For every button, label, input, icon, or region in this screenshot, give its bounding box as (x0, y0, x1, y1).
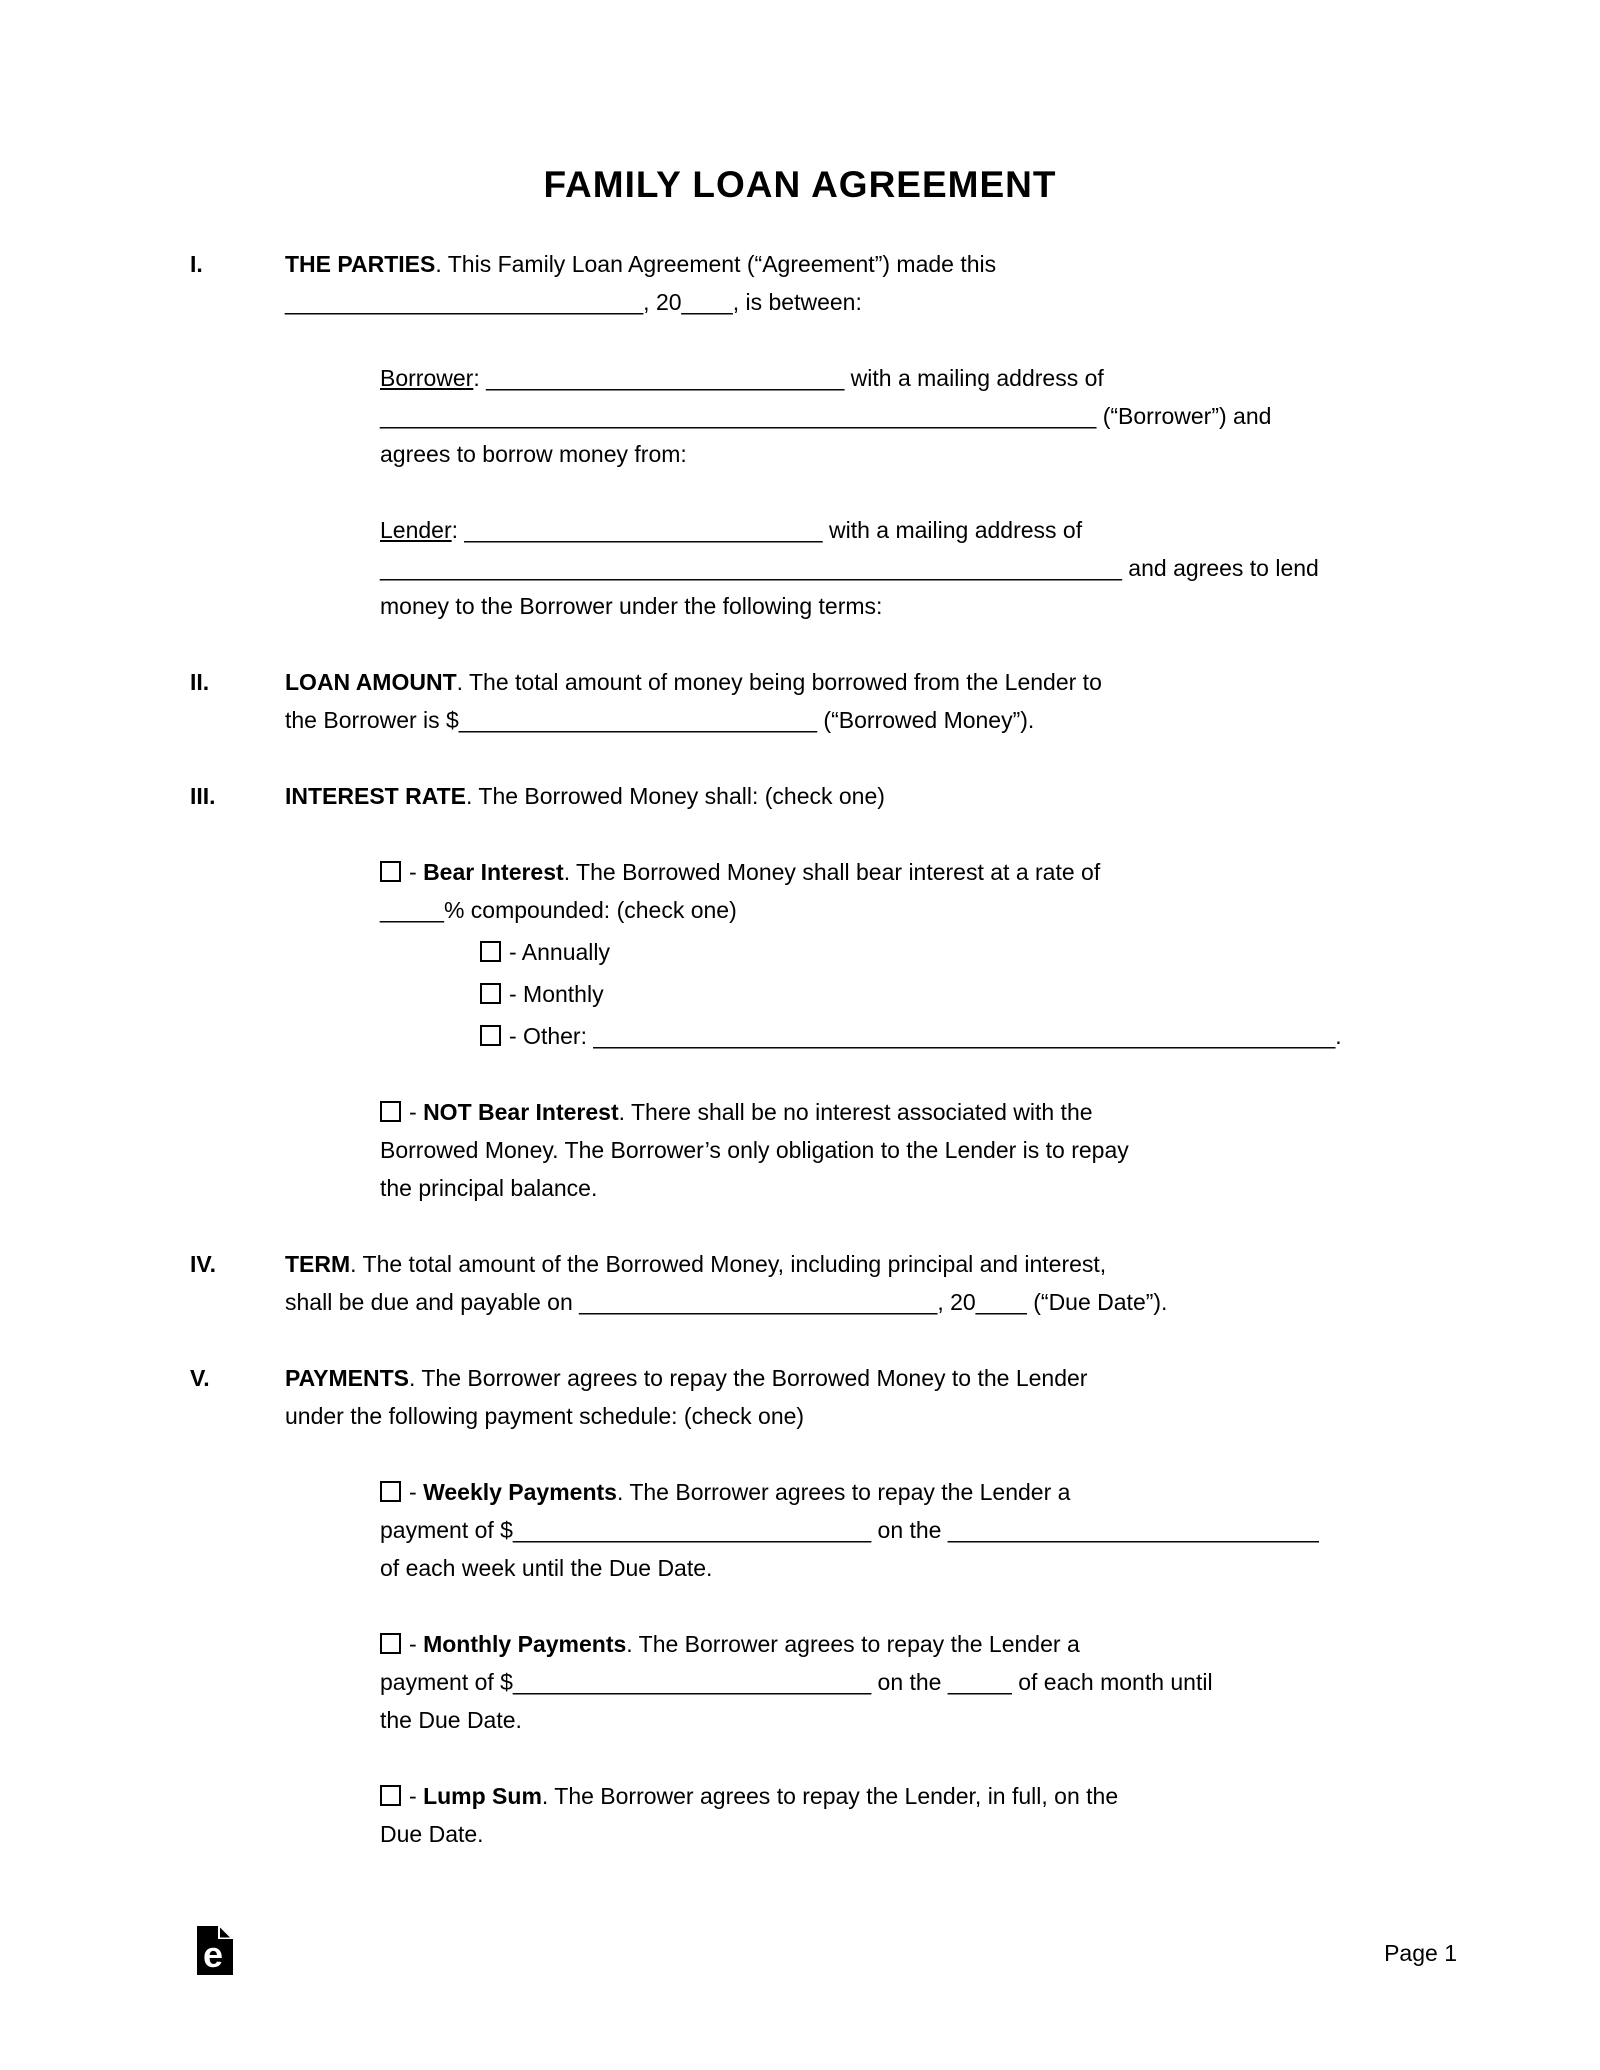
text-run: the Borrower is $ (285, 707, 459, 733)
option-other (480, 1017, 1410, 1055)
text-run: of each month until (1011, 1669, 1213, 1695)
text-run: . The Borrowed Money shall bear interest at a rate of (563, 859, 1101, 885)
blank-interest-rate: _____ (380, 897, 444, 923)
blank-lender-address: __________________________________________________________ (380, 555, 1122, 581)
text-run: - (409, 1479, 424, 1505)
option-weekly-payments (380, 1473, 1410, 1587)
page-number: Page 1 (1384, 1940, 1457, 1966)
text-run: . The Borrower agrees to repay the Lender a (616, 1479, 1071, 1505)
text-run: - Annually (509, 939, 611, 965)
section-number-ii: II. (190, 669, 210, 695)
blank-other-compounding: __________________________________________________________ (593, 1023, 1336, 1049)
blank-monthly-day: _____ (947, 1669, 1012, 1695)
text-run: : (451, 517, 465, 543)
text-run: and agrees to lend (1121, 555, 1319, 581)
text-run: , 20 (937, 1289, 976, 1315)
blank-weekly-amount: ____________________________ (512, 1517, 872, 1543)
text-run: with a mailing address of (844, 365, 1104, 391)
blank-borrower-address: ________________________________________________________ (380, 403, 1097, 429)
bold-label: TERM (285, 1251, 351, 1277)
text-run: . The total amount of the Borrowed Money, including principal and interest, (350, 1251, 1107, 1277)
text-run: : (473, 365, 487, 391)
section-parties (190, 245, 1410, 321)
section-interest-rate-text (285, 777, 1410, 815)
bold-label: Weekly Payments (423, 1479, 617, 1505)
checkbox-other[interactable] (480, 1025, 501, 1046)
text-run: Due Date. (380, 1821, 484, 1847)
option-bear-interest (380, 853, 1410, 929)
blank-monthly-amount: ____________________________ (512, 1669, 872, 1695)
text-run: . The Borrowed Money shall: (check one) (466, 783, 885, 809)
text-run: under the following payment schedule: (check one) (285, 1403, 805, 1429)
checkbox-lump-sum[interactable] (380, 1785, 401, 1806)
text-run: - Monthly (509, 981, 604, 1007)
text-run: . The Borrower agrees to repay the Borrowed Money to the Lender (408, 1365, 1088, 1391)
text-run: . The Borrower agrees to repay the Lender a (626, 1631, 1080, 1657)
bold-label: Bear Interest (423, 859, 564, 885)
bold-label: THE PARTIES (285, 251, 436, 277)
bold-label: LOAN AMOUNT (285, 669, 457, 695)
section-number-v: V. (190, 1365, 210, 1391)
text-run: . The total amount of money being borrowed from the Lender to (456, 669, 1102, 695)
checkbox-weekly-payments[interactable] (380, 1481, 401, 1502)
para-lender (380, 511, 1410, 625)
blank-agreement-date: ____________________________ (285, 289, 644, 315)
bold-label: INTEREST RATE (285, 783, 467, 809)
text-run: . (1335, 1023, 1342, 1049)
option-monthly (480, 975, 1410, 1013)
text-run: . The Borrower agrees to repay the Lender, in full, on the (541, 1783, 1119, 1809)
section-number-i: I. (190, 251, 203, 277)
text-run: - Other: (509, 1023, 594, 1049)
section-loan-amount-text (285, 663, 1410, 739)
text-run: (“Borrowed Money”). (817, 707, 1035, 733)
text-run: Borrower (380, 365, 474, 391)
section-number-iii: III. (190, 783, 216, 809)
text-run: - (409, 1783, 424, 1809)
blank-due-year: ____ (975, 1289, 1027, 1315)
section-term-text (285, 1245, 1410, 1321)
blank-agreement-year: ____ (681, 289, 733, 315)
text-run: % compounded: (check one) (443, 897, 737, 923)
bold-label: Monthly Payments (423, 1631, 627, 1657)
option-annually (480, 933, 1410, 971)
text-run: of each week until the Due Date. (380, 1555, 713, 1581)
bold-label: NOT Bear Interest (423, 1099, 619, 1125)
text-run: Lender (380, 517, 452, 543)
section-term (190, 1245, 1410, 1321)
blank-due-date: ____________________________ (579, 1289, 938, 1315)
blank-borrower-name: ____________________________ (486, 365, 845, 391)
text-run: with a mailing address of (822, 517, 1083, 543)
checkbox-bear-interest[interactable] (380, 861, 401, 882)
text-run: . There shall be no interest associated with the (618, 1099, 1093, 1125)
text-run: - (409, 1631, 424, 1657)
para-borrower (380, 359, 1410, 473)
section-loan-amount (190, 663, 1410, 739)
blank-loan-amount: ____________________________ (458, 707, 818, 733)
text-run: - (409, 1099, 424, 1125)
section-payments (190, 1359, 1410, 1435)
option-not-bear-interest (380, 1093, 1410, 1207)
section-number-iv: IV. (190, 1251, 217, 1277)
checkbox-monthly-payments[interactable] (380, 1633, 401, 1654)
option-monthly-payments (380, 1625, 1410, 1739)
checkbox-annually[interactable] (480, 941, 501, 962)
text-run: Borrowed Money. The Borrower’s only obligation to the Lender is to repay (380, 1137, 1129, 1163)
document-title: FAMILY LOAN AGREEMENT (543, 164, 1057, 205)
bold-label: Lump Sum (423, 1783, 542, 1809)
text-run: agrees to borrow money from: (380, 441, 687, 467)
text-run: on the (871, 1517, 948, 1543)
bold-label: PAYMENTS (285, 1365, 409, 1391)
checkbox-not-bear-interest[interactable] (380, 1101, 401, 1122)
text-run: (“Due Date”). (1026, 1289, 1168, 1315)
text-run: on the (871, 1669, 948, 1695)
text-run: , 20 (643, 289, 682, 315)
text-run: . This Family Loan Agreement (“Agreement”) made this (435, 251, 997, 277)
text-run: - (409, 859, 424, 885)
logo-letter: e (203, 1934, 224, 1975)
text-run: money to the Borrower under the following terms: (380, 593, 883, 619)
text-run: , is between: (732, 289, 862, 315)
blank-lender-name: ____________________________ (464, 517, 823, 543)
text-run: the principal balance. (380, 1175, 598, 1201)
section-payments-text (285, 1359, 1410, 1435)
option-lump-sum (380, 1777, 1410, 1853)
text-run: payment of $ (380, 1669, 513, 1695)
text-run: (“Borrower”) and (1096, 403, 1272, 429)
text-run: the Due Date. (380, 1707, 522, 1733)
section-parties-text (285, 245, 1410, 321)
text-run: payment of $ (380, 1517, 513, 1543)
section-interest-rate (190, 777, 1410, 815)
text-run: shall be due and payable on (285, 1289, 580, 1315)
eforms-logo-icon (197, 1926, 233, 1975)
blank-weekly-day: _____________________________ (947, 1517, 1319, 1543)
checkbox-monthly[interactable] (480, 983, 501, 1004)
